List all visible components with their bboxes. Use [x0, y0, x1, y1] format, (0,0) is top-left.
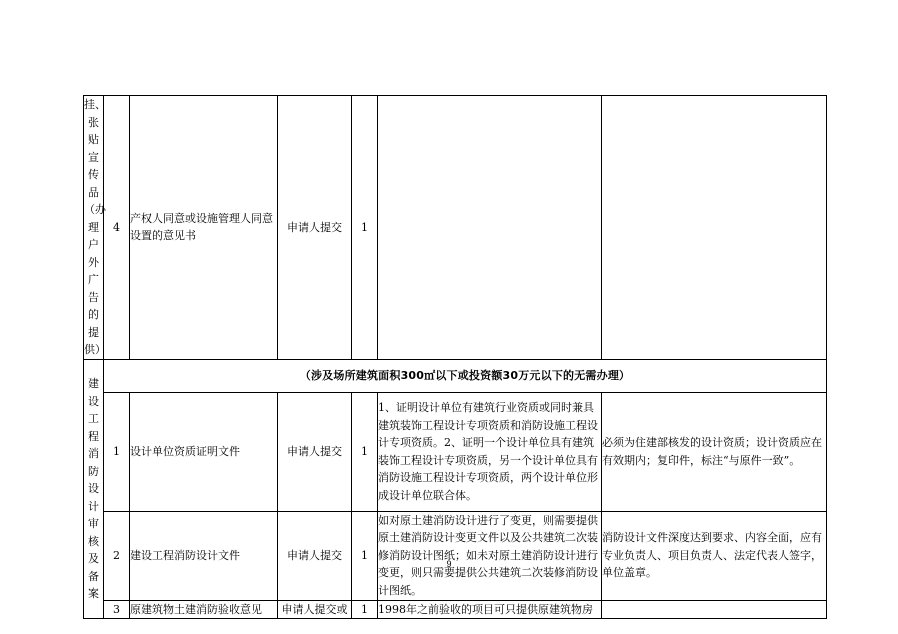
material-name: 建设工程消防设计文件: [130, 511, 278, 600]
row-number: 1: [104, 392, 130, 511]
category-cell-fire-design: 建设工程消防设计审核及备案: [84, 359, 104, 619]
row-number: 3: [104, 600, 130, 619]
copies-count: 1: [352, 600, 378, 619]
material-name: 设计单位资质证明文件: [130, 392, 278, 511]
table-row: [84, 392, 827, 511]
remark-text: [602, 600, 827, 619]
submission-method: 申请人提交: [278, 96, 352, 360]
copies-count: 1: [352, 511, 378, 600]
copies-count: 1: [352, 392, 378, 511]
requirement-text: 如对原土建消防设计进行了变更，则需要提供原土建消防设计变更文件以及公共建筑二次装修消防设计图纸；如未对原土建消防设计进行变更，则只需要提供公共建筑二次装修消防设计图纸。: [378, 511, 602, 600]
submission-method: 申请人提交或: [278, 600, 352, 619]
row-number: 2: [104, 511, 130, 600]
requirements-table: [83, 95, 827, 619]
remark-text: 消防设计文件深度达到要求、内容全面，应有专业负责人、项目负责人、法定代表人签字，单位盖章。: [602, 511, 827, 600]
copies-count: 1: [352, 96, 378, 360]
requirement-text: 1、证明设计单位有建筑行业资质或同时兼具建筑装饰工程设计专项资质和消防设施工程设计专项资质。2、证明一个设计单位具有建筑装饰工程设计专项资质，另一个设计单位具有消防设施工程设计专项资质，两个设计单位形成设计单位联合体。: [378, 392, 602, 511]
remark-text: 必须为住建部核发的设计资质；设计资质应在有效期内；复印件，标注“与原件一致”。: [602, 392, 827, 511]
submission-method: 申请人提交: [278, 392, 352, 511]
remark-text: [602, 96, 827, 360]
table-row: [84, 600, 827, 619]
banner-row: [84, 359, 827, 392]
section-banner: （涉及场所建筑面积300㎡以下或投资额30万元以下的无需办理）: [104, 359, 827, 392]
table-row: [84, 511, 827, 600]
category-cell-outdoor-ads: 挂、张贴宣传品（办理户外广告的提供）: [84, 96, 104, 360]
requirement-text: [378, 96, 602, 360]
page-number: 9: [446, 559, 452, 569]
material-name: 产权人同意或设施管理人同意设置的意见书: [130, 96, 278, 360]
requirement-text: 1998年之前验收的项目可只提供原建筑物房: [378, 600, 602, 619]
table-row: [84, 96, 827, 360]
row-number: 4: [104, 96, 130, 360]
material-name: 原建筑物土建消防验收意见: [130, 600, 278, 619]
submission-method: 申请人提交: [278, 511, 352, 600]
